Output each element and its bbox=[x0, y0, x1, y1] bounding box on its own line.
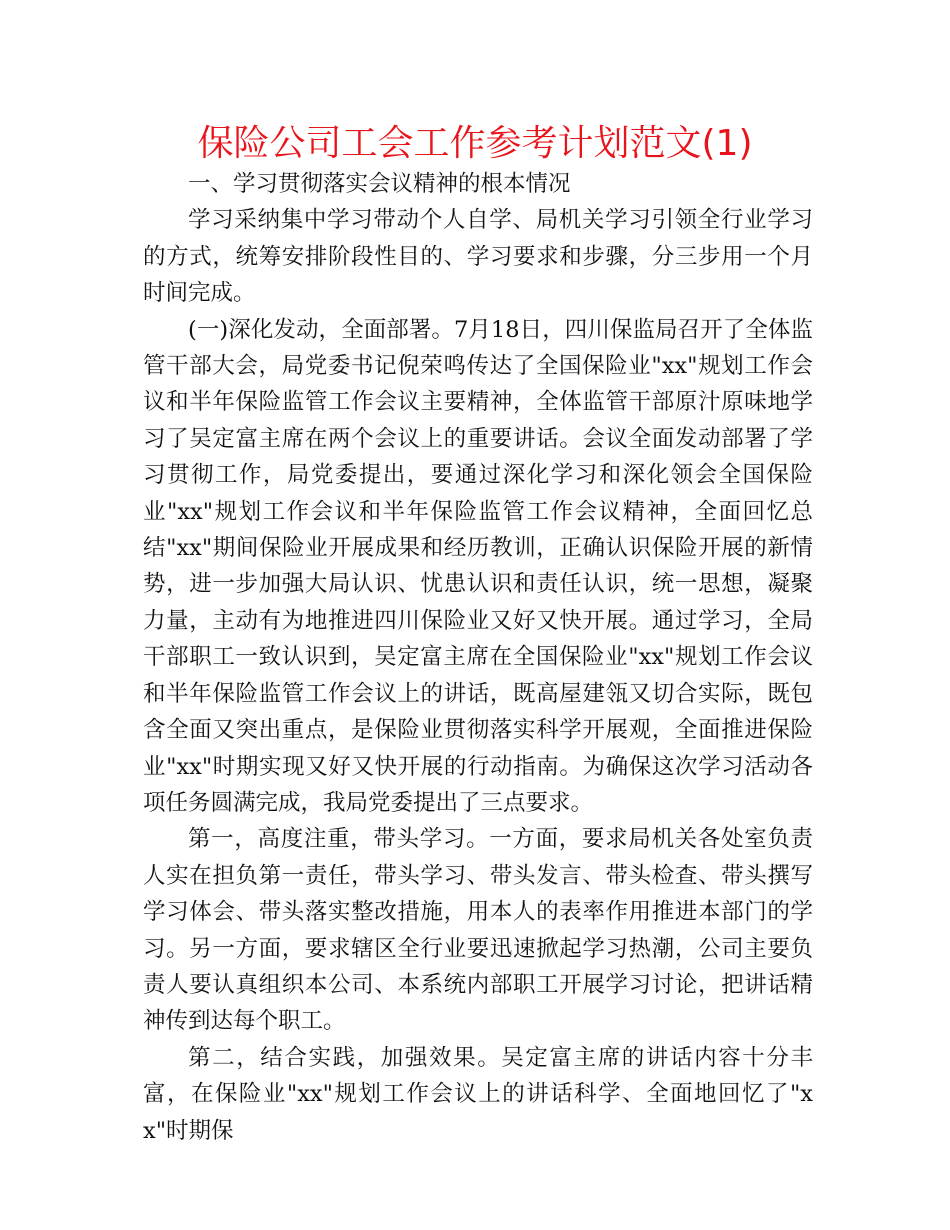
document-title: 保险公司工会工作参考计划范文(1) bbox=[197, 123, 753, 164]
document-body bbox=[143, 166, 813, 1149]
paragraph-4: 第二，结合实践，加强效果。吴定富主席的讲话内容十分丰富，在保险业"xx"规划工作会议上的讲话科学、全面地回忆了"xx"时期保 bbox=[143, 1044, 813, 1144]
paragraph-3: 第一，高度注重，带头学习。一方面，要求局机关各处室负责人实在担负第一责任，带头学习、带头发言、带头检查、带头撰写学习体会、带头落实整改措施，用本人的表率作用推进本部门的学习。另一方面，要求辖区全行业要迅速掀起学习热潮，公司主要负责人要认真组织本公司、本系统内部职工开展学习讨论，把讲话精神传到达每个职工。 bbox=[143, 826, 813, 1035]
section-heading: 一、学习贯彻落实会议精神的根本情况 bbox=[188, 171, 571, 197]
paragraph-2: (一)深化发动，全面部署。7月18日，四川保监局召开了全体监管干部大会，局党委书记倪荣鸣传达了全国保险业"xx"规划工作会议和半年保险监管工作会议主要精神，全体监管干部原汁原味地学习了吴定富主席在两个会议上的重要讲话。会议全面发动部署了学习贯彻工作，局党委提出，要通过深化学习和深化领会全国保险业"xx"规划工作会议和半年保险监管工作会议精神，全面回忆总结"xx"期间保险业开展成果和经历教训，正确认识保险开展的新情势，进一步加强大局认识、忧患认识和责任认识，统一思想，凝聚力量，主动有为地推进四川保险业又好又快开展。通过学习，全局干部职工一致认识到，吴定富主席在全国保险业"xx"规划工作会议和半年保险监管工作会议上的讲话，既高屋建瓴又切合实际，既包含全面又突出重点，是保险业贯彻落实科学开展观，全面推进保险业"xx"时期实现又好又快开展的行动指南。为确保这次学习活动各项任务圆满完成，我局党委提出了三点要求。 bbox=[143, 316, 813, 816]
paragraph-1: 学习采纳集中学习带动个人自学、局机关学习引领全行业学习的方式，统筹安排阶段性目的、学习要求和步骤，分三步用一个月时间完成。 bbox=[143, 207, 813, 307]
